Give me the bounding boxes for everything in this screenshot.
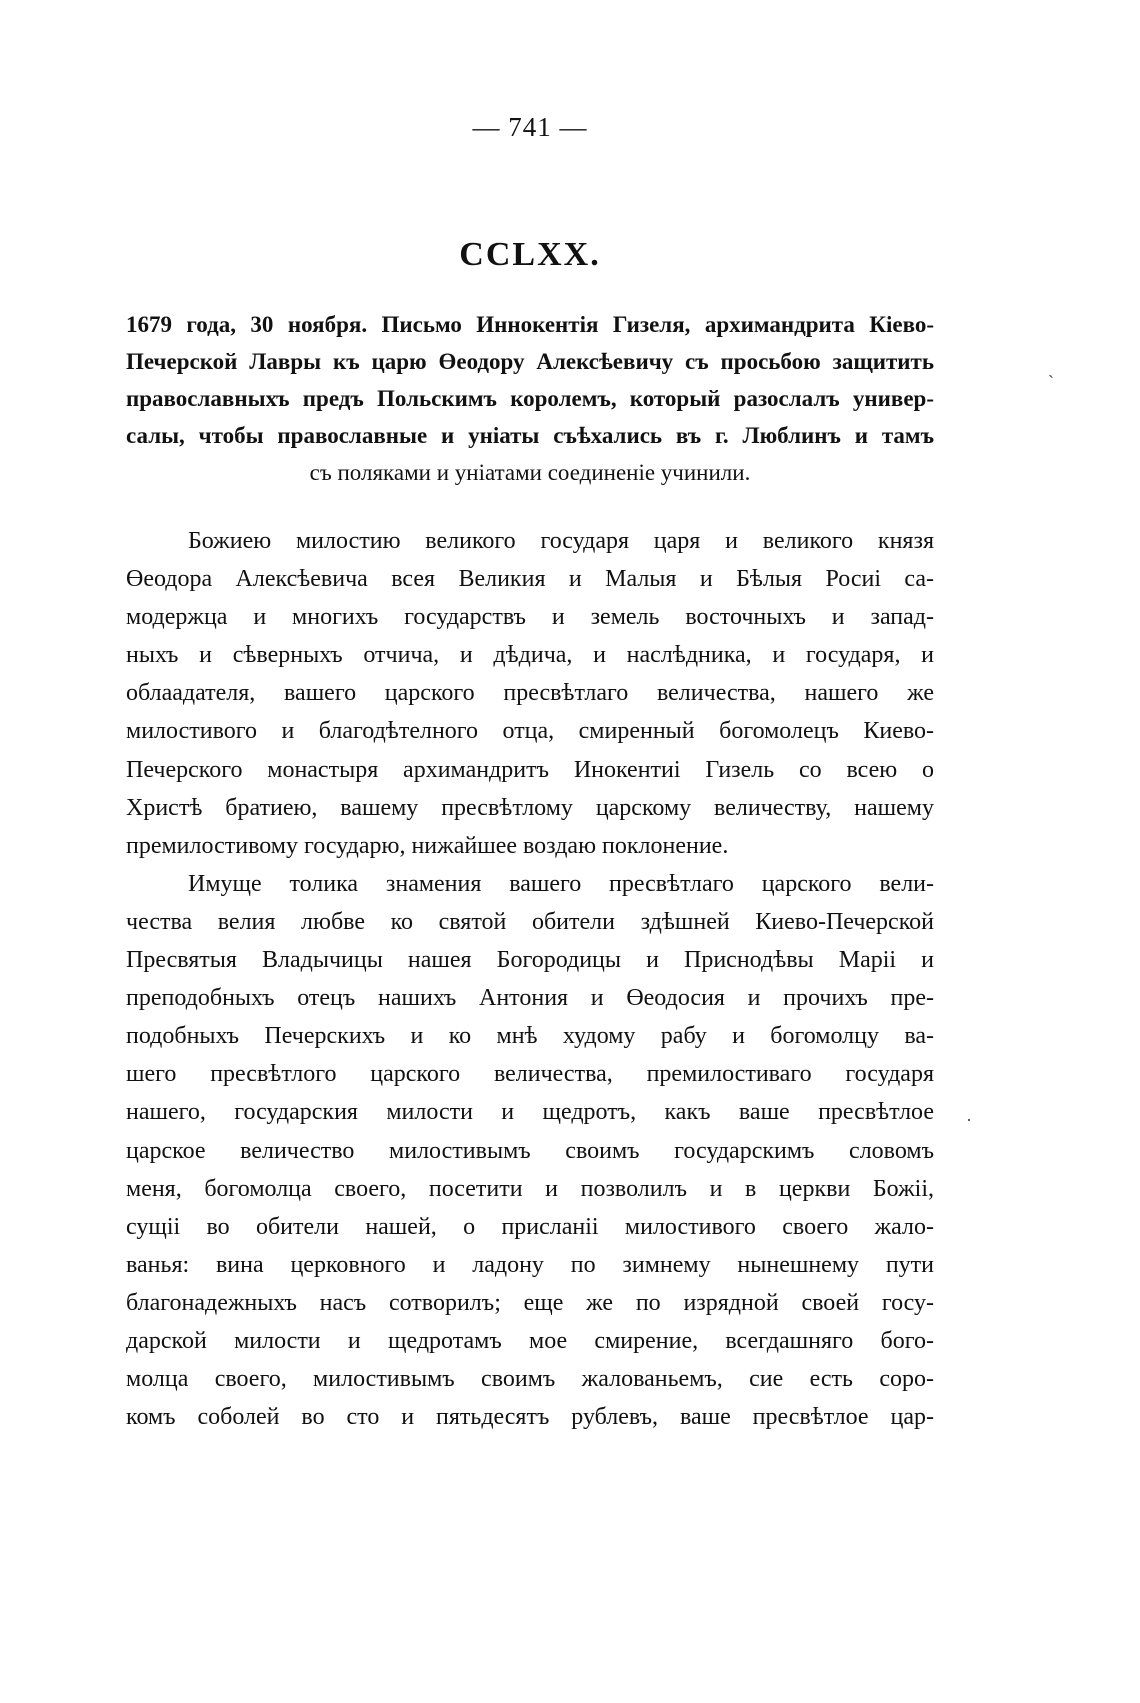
text-line: модержца и многихъ государствъ и земель восточныхъ и запад- xyxy=(126,604,934,631)
text-line: благонадежныхъ насъ сотворилъ; еще же по изрядной своей госу- xyxy=(126,1289,934,1316)
text-line: премилостивому государю, нижайшее воздаю поклонение. xyxy=(126,832,729,859)
text-line: нашего, государския милости и щедротъ, какъ ваше пресвѣтлое xyxy=(126,1099,934,1126)
page-number: — 741 — xyxy=(472,112,588,142)
text-line: подобныхъ Печерскихъ и ко мнѣ худому рабу и богомолцу ва- xyxy=(126,1023,934,1050)
margin-dot: · xyxy=(966,1110,972,1130)
margin-mark: ˋ xyxy=(1048,372,1054,392)
document-heading xyxy=(126,306,934,491)
text-line: Печерского монастыря архимандритъ Инокентиі Гизель со всею о xyxy=(126,756,934,783)
text-line: Имуще толика знамения вашего пресвѣтлаго царского вели- xyxy=(188,870,934,897)
text-line: преподобныхъ отецъ нашихъ Антония и Өеодосия и прочихъ пре- xyxy=(126,985,934,1012)
text-line: меня, богомолца своего, посетити и позволилъ и в церкви Божіі, xyxy=(126,1175,934,1202)
heading-line: Печерской Лавры къ царю Өеодору Алексѣевичу съ просьбою защитить xyxy=(126,349,934,374)
text-line: Пресвятыя Владычицы нашея Богородицы и Приснодѣвы Маріі и xyxy=(126,947,934,974)
text-line: ванья: вина церковного и ладону по зимнему нынешнему пути xyxy=(126,1251,934,1278)
text-line: ныхъ и сѣверныхъ отчича, и дѣдича, и наслѣдника, и государя, и xyxy=(126,642,934,669)
text-line: царское величество милостивымъ своимъ государскимъ словомъ xyxy=(126,1137,934,1164)
paragraph-main xyxy=(126,865,934,1436)
text-line: Божиею милостию великого государя царя и великого князя xyxy=(188,528,934,554)
paragraph-salutation xyxy=(126,522,934,865)
document-number: CCLXX. xyxy=(459,236,601,273)
letter-body xyxy=(126,522,934,1436)
heading-line: салы, чтобы православные и уніаты съѣхались въ г. Люблинъ и тамъ xyxy=(126,423,934,448)
text-line: дарской милости и щедротамъ мое смирение, всегдашняго бого- xyxy=(126,1327,934,1354)
heading-line: 1679 года, 30 ноября. Письмо Иннокентія Гизеля, архимандрита Кіево- xyxy=(126,312,934,337)
text-line: сущіі во обители нашей, о присланіі милостивого своего жало- xyxy=(126,1213,934,1240)
text-line: Христѣ братиею, вашему пресвѣтлому царскому величеству, нашему xyxy=(126,794,934,821)
text-line: шего пресвѣтлого царского величества, премилостиваго государя xyxy=(126,1061,934,1088)
heading-line: православныхъ предъ Польскимъ королемъ, который разослалъ универ- xyxy=(126,386,934,411)
text-line: чества велия любве ко святой обители здѣшней Киево-Печерской xyxy=(126,908,934,935)
heading-tail: съ поляками и уніатами соединеніе учинили. xyxy=(309,460,751,485)
text-line: милостивого и благодѣтелного отца, смиренный богомолецъ Киево- xyxy=(126,718,934,745)
text-line: облаадателя, вашего царского пресвѣтлаго величества, нашего же xyxy=(126,680,934,707)
text-line: Өеодора Алексѣевича всея Великия и Малыя и Бѣлыя Росиі са- xyxy=(126,566,934,593)
text-line: молца своего, милостивымъ своимъ жалованьемъ, сие есть соро- xyxy=(126,1366,934,1393)
text-line: комъ соболей во сто и пятьдесятъ рублевъ, ваше пресвѣтлое цар- xyxy=(126,1404,934,1431)
